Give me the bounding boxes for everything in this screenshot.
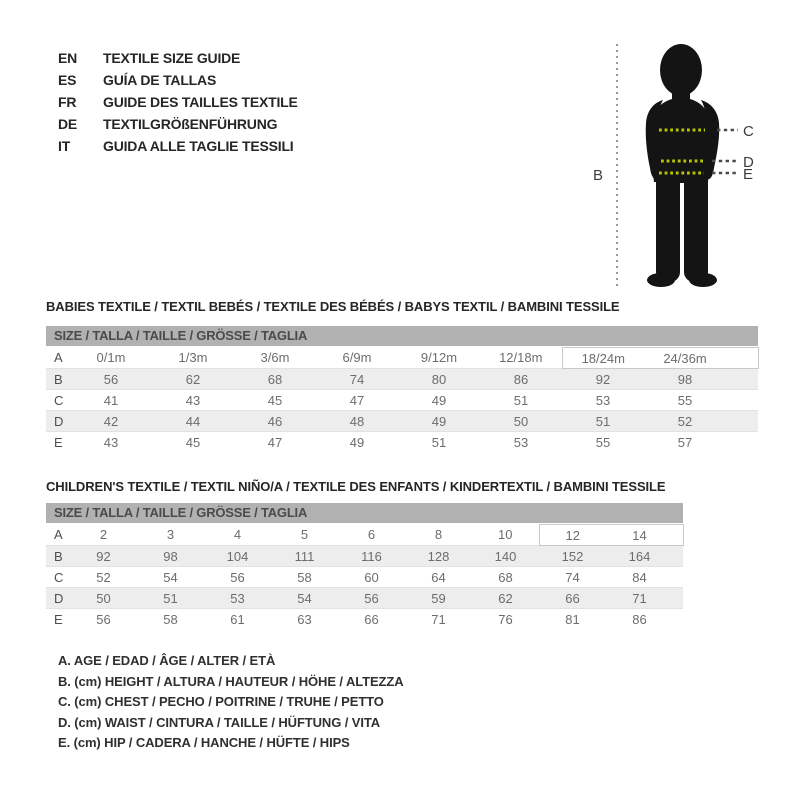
filler-cell: [673, 567, 683, 588]
size-value: 152: [539, 546, 606, 567]
size-value: 71: [431, 611, 446, 627]
language-title: GUIDE DES TAILLES TEXTILE: [103, 94, 298, 110]
size-value: 2: [99, 527, 108, 543]
size-value: 68: [498, 569, 513, 585]
row-letter: E: [54, 434, 63, 450]
table-row-e: [46, 432, 758, 453]
size-value: 47: [349, 392, 365, 408]
child-figure: [585, 28, 770, 298]
table-row-b: [46, 546, 683, 567]
size-value: 68: [234, 369, 316, 390]
row-letter: D: [46, 411, 70, 432]
babies-table: [46, 326, 758, 453]
size-value: 8: [434, 527, 443, 543]
figure-label-b: B: [593, 167, 604, 184]
silhouette-right-foot: [689, 273, 717, 287]
filler-cell: [673, 546, 683, 567]
size-value: 86: [632, 611, 647, 627]
size-value: 49: [398, 411, 480, 432]
size-value: 3: [166, 527, 175, 543]
language-title: TEXTILGRÖßENFÜHRUNG: [103, 116, 278, 132]
silhouette-left-leg: [656, 168, 680, 282]
language-row-fr: [58, 91, 298, 113]
size-value: 74: [565, 569, 580, 585]
size-value: 51: [562, 411, 644, 432]
babies-size-header: SIZE / TALLA / TAILLE / GRÖSSE / TAGLIA: [46, 326, 758, 346]
size-value: 0/1m: [96, 350, 126, 366]
size-value: 51: [513, 392, 529, 408]
size-value: 45: [185, 434, 201, 450]
table-row-d: [46, 411, 758, 432]
filler-cell: [673, 609, 683, 630]
size-value: 4: [233, 527, 242, 543]
size-value: 53: [595, 392, 611, 408]
children-section-title: CHILDREN'S TEXTILE / TEXTIL NIÑO/A / TEXTILE DES ENFANTS / KINDERTEXTIL / BAMBINI TESSILE: [46, 479, 666, 494]
size-value: 86: [480, 369, 562, 390]
filler-cell: [726, 411, 758, 432]
size-value: 92: [562, 369, 644, 390]
size-value: 9/12m: [420, 350, 458, 366]
legend-line-b: B. (cm) HEIGHT / ALTURA / HAUTEUR / HÖHE / ALTEZZA: [58, 673, 404, 689]
silhouette-right-leg: [684, 168, 708, 282]
size-value: 12: [539, 525, 606, 546]
size-value: 49: [349, 434, 365, 450]
size-value: 98: [137, 546, 204, 567]
size-value: 6/9m: [342, 350, 372, 366]
size-value: 52: [644, 411, 726, 432]
language-list: [58, 47, 298, 157]
filler-cell: [673, 588, 683, 609]
legend-line-c: C. (cm) CHEST / PECHO / POITRINE / TRUHE / PETTO: [58, 694, 384, 709]
language-row-es: [58, 69, 298, 91]
size-value: 63: [297, 611, 312, 627]
language-row-de: [58, 113, 298, 135]
size-value: 59: [405, 588, 472, 609]
language-title: GUIDA ALLE TAGLIE TESSILI: [103, 138, 294, 154]
size-value: 43: [103, 434, 119, 450]
row-letter: B: [46, 369, 70, 390]
row-letter: A: [54, 527, 63, 543]
size-value: 48: [316, 411, 398, 432]
filler-cell: [726, 369, 758, 390]
language-title: TEXTILE SIZE GUIDE: [103, 50, 241, 66]
size-value: 55: [595, 434, 611, 450]
size-value: 14: [606, 525, 673, 546]
size-value: 18/24m: [562, 348, 644, 369]
size-value: 62: [472, 588, 539, 609]
size-value: 52: [96, 569, 111, 585]
table-row-b: [46, 369, 758, 390]
size-value: 51: [431, 434, 447, 450]
row-letter: B: [46, 546, 70, 567]
row-letter: C: [54, 569, 64, 585]
size-value: 56: [70, 369, 152, 390]
size-value: 46: [234, 411, 316, 432]
size-value: 47: [267, 434, 283, 450]
size-value: 49: [431, 392, 447, 408]
size-value: 24/36m: [644, 348, 726, 369]
size-value: 3/6m: [260, 350, 290, 366]
language-title: GUÍA DE TALLAS: [103, 72, 217, 88]
size-value: 44: [152, 411, 234, 432]
size-value: 61: [230, 611, 245, 627]
size-value: 54: [271, 588, 338, 609]
row-letter: C: [54, 392, 64, 408]
size-value: 140: [472, 546, 539, 567]
size-value: 66: [364, 611, 379, 627]
language-code: IT: [58, 138, 71, 154]
size-value: 98: [644, 369, 726, 390]
legend-line-d: D. (cm) WAIST / CINTURA / TAILLE / HÜFTUNG / VITA: [58, 714, 381, 730]
figure-label-c: C: [743, 123, 754, 140]
size-value: 164: [606, 546, 673, 567]
language-code: EN: [58, 50, 78, 66]
table-row-c: [46, 390, 758, 411]
table-row-e: [46, 609, 683, 630]
size-value: 54: [163, 569, 178, 585]
table-row-a: [46, 348, 758, 369]
language-code: DE: [58, 116, 78, 132]
measurement-legend: [58, 651, 404, 754]
child-silhouette: [646, 44, 719, 287]
size-value: 53: [513, 434, 529, 450]
filler-cell: [726, 432, 758, 453]
size-value: 56: [338, 588, 405, 609]
size-value: 66: [539, 588, 606, 609]
row-letter: D: [46, 588, 70, 609]
size-value: 58: [297, 569, 312, 585]
size-value: 104: [204, 546, 271, 567]
filler-cell: [726, 390, 758, 411]
size-value: 50: [480, 411, 562, 432]
figure-label-d: D: [743, 154, 754, 171]
table-row-c: [46, 567, 683, 588]
children-size-header: SIZE / TALLA / TAILLE / GRÖSSE / TAGLIA: [46, 503, 683, 523]
filler-cell: [673, 525, 683, 546]
size-value: 81: [565, 611, 580, 627]
size-value: 74: [316, 369, 398, 390]
size-value: 55: [677, 392, 693, 408]
silhouette-head: [660, 44, 702, 96]
size-value: 84: [632, 569, 647, 585]
size-value: 62: [152, 369, 234, 390]
language-code: FR: [58, 94, 77, 110]
figure-label-e: E: [743, 166, 754, 183]
size-value: 42: [70, 411, 152, 432]
size-value: 128: [405, 546, 472, 567]
legend-line-a: A. AGE / EDAD / ÂGE / ALTER / ETÀ: [58, 653, 276, 668]
row-letter: E: [54, 611, 63, 627]
size-value: 45: [267, 392, 283, 408]
table-row-d: [46, 588, 683, 609]
size-value: 10: [498, 527, 513, 543]
filler-cell: [726, 348, 758, 369]
size-value: 53: [204, 588, 271, 609]
size-value: 41: [103, 392, 119, 408]
size-value: 58: [163, 611, 178, 627]
row-letter: A: [54, 350, 63, 366]
size-value: 60: [364, 569, 379, 585]
size-value: 51: [137, 588, 204, 609]
silhouette-left-foot: [647, 273, 675, 287]
size-value: 50: [70, 588, 137, 609]
size-value: 92: [70, 546, 137, 567]
size-value: 6: [367, 527, 376, 543]
size-value: 80: [398, 369, 480, 390]
babies-section-title: BABIES TEXTILE / TEXTIL BEBÉS / TEXTILE DES BÉBÉS / BABYS TEXTIL / BAMBINI TESSILE: [46, 299, 620, 314]
size-value: 116: [338, 546, 405, 567]
size-value: 111: [271, 546, 338, 567]
legend-line-e: E. (cm) HIP / CADERA / HANCHE / HÜFTE / HIPS: [58, 735, 350, 750]
size-value: 76: [498, 611, 513, 627]
language-row-en: [58, 47, 298, 69]
size-value: 12/18m: [499, 350, 543, 366]
size-value: 64: [431, 569, 446, 585]
size-value: 5: [300, 527, 309, 543]
size-value: 71: [606, 588, 673, 609]
size-value: 56: [96, 611, 111, 627]
size-value: 57: [677, 434, 693, 450]
size-value: 43: [185, 392, 201, 408]
size-value: 56: [230, 569, 245, 585]
language-row-it: [58, 135, 298, 157]
size-value: 1/3m: [178, 350, 208, 366]
children-table: [46, 503, 683, 630]
table-row-a: [46, 525, 683, 546]
language-code: ES: [58, 72, 77, 88]
